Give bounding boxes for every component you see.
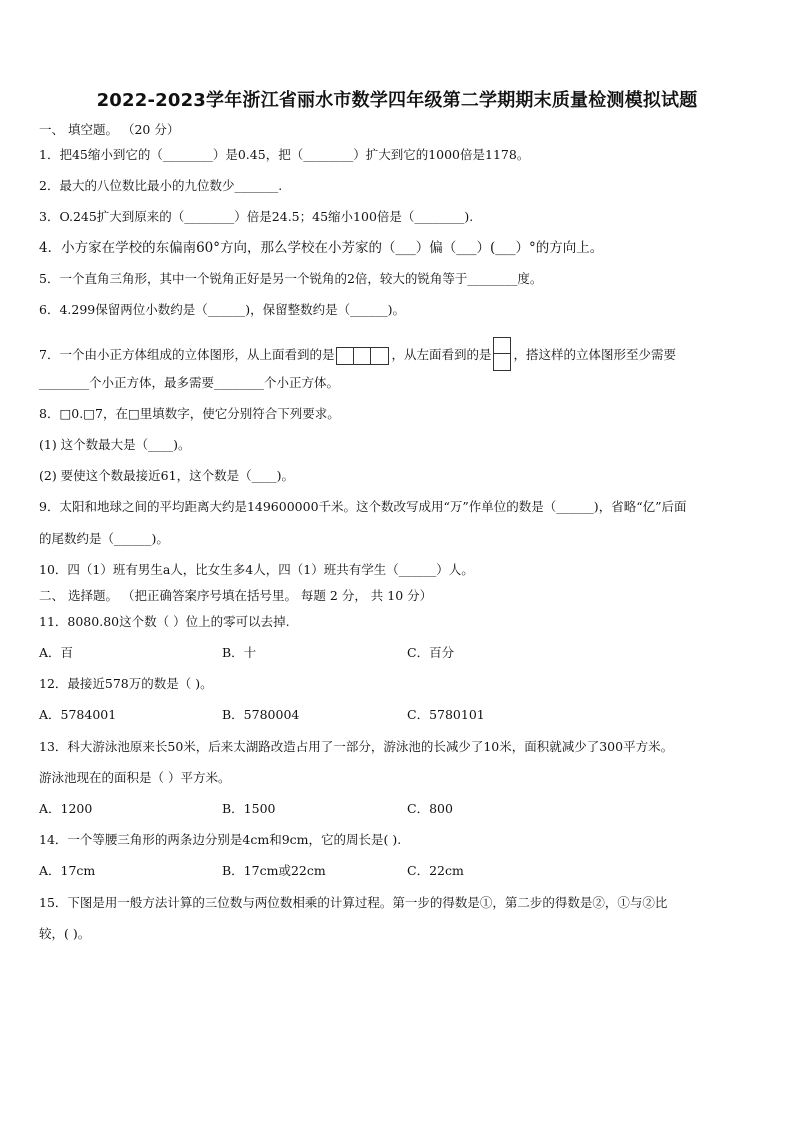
question-11-option-a: A．百	[39, 645, 74, 660]
question-12-option-c: C．5780101	[407, 707, 485, 722]
question-11-option-c: C．百分	[407, 645, 455, 660]
question-14-option-a: A．17cm	[39, 863, 96, 878]
question-15-line2: 较，( )。	[39, 926, 91, 941]
question-7-part2: ，从左面看到的是	[391, 347, 492, 362]
question-15-line1: 15．下图是用一般方法计算的三位数与两位数相乘的计算过程。第一步的得数是①，第二步的得数是②，①与②比	[39, 895, 668, 910]
question-8-part1: (1) 这个数最大是（____)。	[39, 437, 191, 452]
question-12-option-b: B．5780004	[222, 707, 300, 722]
question-10: 10．四（1）班有男生a人，比女生多4人，四（1）班共有学生（______）人。	[39, 562, 474, 577]
question-13-line1: 13．科大游泳池原来长50米，后来太湖路改造占用了一部分，游泳池的长减少了10米，面积就减少了300平方米。	[39, 739, 674, 754]
question-1: 1．把45缩小到它的（________）是0.45，把（________）扩大到它的1000倍是1178。	[39, 147, 530, 162]
top-view-figure	[336, 347, 389, 365]
question-2: 2．最大的八位数比最小的九位数少_______.	[39, 178, 283, 193]
question-9-line2: 的尾数约是（______)。	[39, 531, 169, 546]
question-14-option-c: C．22cm	[407, 863, 464, 878]
question-9-line1: 9．太阳和地球之间的平均距离大约是149600000千米。这个数改写成用“万”作单位的数是（______)，省略“亿”后面	[39, 499, 687, 514]
question-13-option-b: B．1500	[222, 801, 276, 816]
question-14: 14．一个等腰三角形的两条边分别是4cm和9cm，它的周长是( ).	[39, 832, 402, 847]
question-3: 3．O.245扩大到原来的（________）倍是24.5；45缩小100倍是（________).	[39, 209, 474, 224]
question-8-part2: (2) 要使这个数最接近61，这个数是（____)。	[39, 468, 294, 483]
question-8: 8．□0.□7，在□里填数字，使它分别符合下列要求。	[39, 406, 340, 421]
question-5: 5．一个直角三角形，其中一个锐角正好是另一个锐角的2倍，较大的锐角等于________度。	[39, 271, 543, 286]
section-fill-blank-heading: 一、 填空题。 （20 分）	[39, 122, 180, 137]
question-11: 11．8080.80这个数（ ）位上的零可以去掉.	[39, 614, 290, 629]
section-choice-heading: 二、 选择题。 （把正确答案序号填在括号里。 每题 2 分， 共 10 分）	[39, 588, 433, 603]
question-7-part3: ，搭这样的立体图形至少需要	[513, 347, 676, 362]
left-view-figure	[493, 337, 511, 371]
question-14-option-b: B．17cm或22cm	[222, 863, 326, 878]
question-13-line2: 游泳池现在的面积是（ ）平方米。	[39, 770, 231, 785]
question-11-option-b: B．十	[222, 645, 257, 660]
question-13-option-a: A．1200	[39, 801, 93, 816]
question-13-option-c: C．800	[407, 801, 453, 816]
question-7-part1: 7．一个由小正方体组成的立体图形，从上面看到的是	[39, 347, 335, 362]
question-7	[39, 337, 755, 371]
question-4: 4．小方家在学校的东偏南60°方向，那么学校在小芳家的（___）偏（___）(___）°的方向上。	[39, 240, 604, 256]
question-12: 12．最接近578万的数是（ )。	[39, 676, 213, 691]
page-title: 2022-2023学年浙江省丽水市数学四年级第二学期期末质量检测模拟试题	[96, 90, 698, 111]
question-6: 6．4.299保留两位小数约是（______)，保留整数约是（______)。	[39, 302, 405, 317]
question-7-line2: ________个小正方体，最多需要________个小正方体。	[39, 375, 340, 390]
question-12-option-a: A．5784001	[39, 707, 117, 722]
